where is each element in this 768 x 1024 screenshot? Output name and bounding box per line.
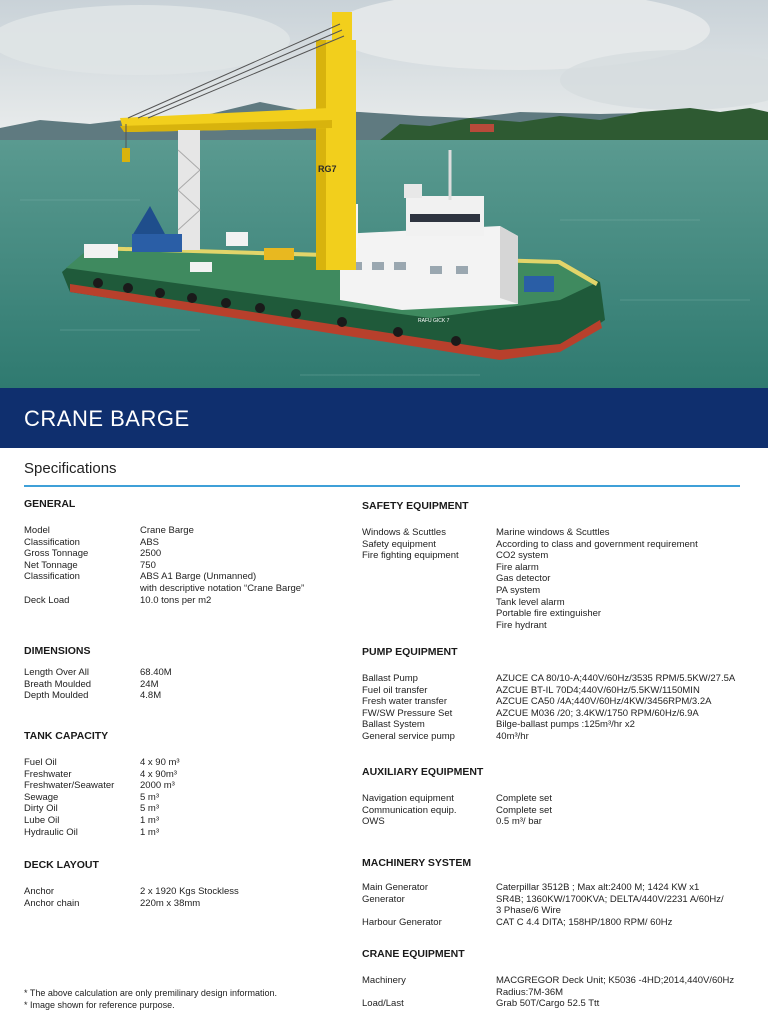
- spec-label: Harbour Generator: [362, 916, 442, 928]
- spec-row: [24, 571, 344, 583]
- footnote: * The above calculation are only premilinary design information.: [24, 988, 277, 998]
- spec-label: [362, 620, 496, 632]
- spec-label: Fuel Oil: [24, 757, 57, 768]
- spec-label: Ballast System: [362, 719, 425, 731]
- spec-label: Fresh water transfer: [362, 696, 447, 708]
- spec-row: [362, 708, 752, 720]
- spec-value: According to class and government requirement: [496, 538, 698, 550]
- spec-row: [362, 527, 752, 539]
- spec-row: [362, 685, 752, 697]
- crane-equipment-heading: CRANE EQUIPMENT: [362, 948, 465, 960]
- spec-label: Generator: [362, 893, 405, 905]
- safety-equipment-list: [362, 527, 752, 631]
- spec-label: [362, 905, 496, 917]
- spec-row: [362, 539, 752, 551]
- spec-label: [362, 597, 496, 609]
- spec-value: 2500: [140, 548, 162, 560]
- spec-row: [362, 987, 752, 999]
- spec-row: [362, 562, 752, 574]
- spec-value: 24M: [140, 678, 159, 690]
- spec-label: [24, 583, 140, 595]
- page-title: CRANE BARGE: [24, 406, 190, 431]
- spec-value: 4.8M: [140, 690, 162, 702]
- spec-row: [362, 573, 752, 585]
- spec-label: OWS: [362, 816, 385, 828]
- spec-value: 2000 m³: [140, 780, 175, 792]
- spec-label: Lube Oil: [24, 814, 60, 826]
- spec-value: Complete set: [496, 804, 552, 816]
- spec-row: [24, 667, 344, 679]
- spec-value: SR4B; 1360KW/1700KVA; DELTA/440V/2231 A/60Hz/: [496, 893, 724, 905]
- spec-value: AZUCE CA 80/10-A;440V/60Hz/3535 RPM/5.5KW/27.5A: [496, 673, 736, 684]
- spec-row: [362, 731, 752, 743]
- spec-row: [24, 827, 344, 839]
- dimensions-list: [24, 667, 344, 702]
- spec-value: AZCUE M036 /20; 3.4KW/1750 RPM/60Hz/6.9A: [496, 707, 699, 719]
- spec-label: General service pump: [362, 730, 455, 742]
- spec-value: AZCUE BT-IL 70D4;440V/60Hz/5.5KW/1150MIN: [496, 684, 700, 696]
- spec-label: Model: [24, 525, 50, 536]
- spec-row: [24, 583, 344, 595]
- spec-row: [362, 816, 752, 828]
- spec-label: Deck Load: [24, 594, 70, 606]
- spec-row: [362, 597, 752, 609]
- spec-value: CO2 system: [496, 550, 549, 562]
- spec-label: Load/Last: [362, 998, 404, 1010]
- spec-row: [362, 894, 752, 906]
- spec-label: Dirty Oil: [24, 803, 58, 815]
- spec-value: 5 m³: [140, 803, 159, 815]
- deck-layout-list: [24, 886, 344, 909]
- spec-label: FW/SW Pressure Set: [362, 707, 453, 719]
- spec-label: Length Over All: [24, 667, 89, 678]
- spec-label: Classification: [24, 536, 80, 548]
- spec-value: 1 m³: [140, 826, 159, 838]
- spec-value: Fire alarm: [496, 561, 539, 573]
- crane-barge-photo: [0, 0, 768, 388]
- machinery-system-heading: MACHINERY SYSTEM: [362, 857, 472, 869]
- spec-value: ABS: [140, 536, 160, 548]
- spec-row: [24, 548, 344, 560]
- spec-label: Fire fighting equipment: [362, 550, 459, 562]
- general-list: [24, 525, 344, 606]
- spec-row: [24, 769, 344, 781]
- auxiliary-equipment-heading: AUXILIARY EQUIPMENT: [362, 766, 484, 778]
- spec-label: [362, 573, 496, 585]
- footnote: * Image shown for reference purpose.: [24, 999, 175, 1010]
- spec-value: ABS A1 Barge (Unmanned): [140, 571, 257, 583]
- auxiliary-equipment-list: [362, 793, 752, 828]
- spec-value: MACGREGOR Deck Unit; K5036 -4HD;2014,440V/60Hz: [496, 975, 735, 986]
- spec-row: [24, 537, 344, 549]
- spec-label: Gross Tonnage: [24, 548, 89, 560]
- spec-value: 40m³/hr: [496, 730, 529, 742]
- spec-row: [362, 905, 752, 917]
- spec-value: AZCUE CA50 /4A;440V/60Hz/4KW/3456RPM/3.2A: [496, 696, 712, 708]
- spec-row: [24, 886, 344, 898]
- spec-label: [362, 608, 496, 620]
- crane-marking: RG7: [318, 164, 337, 174]
- spec-label: Fuel oil transfer: [362, 684, 428, 696]
- crane-equipment-list: [362, 975, 752, 1010]
- spec-label: Hydraulic Oil: [24, 826, 78, 838]
- spec-label: Windows & Scuttles: [362, 527, 446, 538]
- spec-value: 3 Phase/6 Wire: [496, 905, 561, 917]
- title-band: [0, 388, 768, 448]
- spec-label: Breath Moulded: [24, 678, 92, 690]
- spec-value: 220m x 38mm: [140, 897, 201, 909]
- spec-value: Crane Barge: [140, 525, 194, 536]
- spec-row: [24, 898, 344, 910]
- spec-row: [362, 585, 752, 597]
- spec-label: Main Generator: [362, 882, 429, 893]
- pump-equipment-list: [362, 673, 752, 743]
- spec-value: CAT C 4.4 DITA; 158HP/1800 RPM/ 60Hz: [496, 916, 673, 928]
- spec-value: Tank level alarm: [496, 596, 565, 608]
- spec-row: [24, 780, 344, 792]
- spec-value: 2 x 1920 Kgs Stockless: [140, 886, 239, 897]
- tank-capacity-heading: TANK CAPACITY: [24, 730, 109, 742]
- specifications-divider: [24, 485, 740, 487]
- spec-row: [24, 560, 344, 572]
- pump-equipment-heading: PUMP EQUIPMENT: [362, 646, 458, 658]
- spec-row: [362, 696, 752, 708]
- spec-value: Grab 50T/Cargo 52.5 Ttt: [496, 998, 600, 1010]
- spec-row: [362, 998, 752, 1010]
- spec-label: Navigation equipment: [362, 793, 454, 804]
- spec-row: [362, 917, 752, 929]
- spec-label: Sewage: [24, 791, 59, 803]
- spec-row: [362, 719, 752, 731]
- spec-label: Ballast Pump: [362, 673, 418, 684]
- spec-row: [362, 550, 752, 562]
- spec-label: Freshwater/Seawater: [24, 780, 115, 792]
- spec-label: Classification: [24, 571, 80, 583]
- spec-label: Machinery: [362, 975, 406, 986]
- spec-value: Portable fire extinguisher: [496, 608, 602, 620]
- vessel-name-marking: RAFU GICK 7: [418, 318, 450, 324]
- machinery-system-list: [362, 882, 752, 928]
- footnotes: [24, 988, 277, 1011]
- spec-value: 5 m³: [140, 791, 159, 803]
- spec-value: 0.5 m³/ bar: [496, 816, 542, 828]
- spec-label: Anchor: [24, 886, 55, 897]
- spec-label: Communication equip.: [362, 804, 457, 816]
- spec-row: [24, 525, 344, 537]
- spec-label: [362, 562, 496, 574]
- spec-value: Gas detector: [496, 573, 551, 585]
- spec-row: [362, 793, 752, 805]
- spec-label: Depth Moulded: [24, 690, 89, 702]
- spec-value: 4 x 90m³: [140, 768, 177, 780]
- spec-row: [362, 673, 752, 685]
- spec-value: Fire hydrant: [496, 619, 547, 631]
- spec-value: with descriptive notation “Crane Barge”: [140, 582, 305, 594]
- spec-label: Anchor chain: [24, 897, 80, 909]
- spec-row: [24, 757, 344, 769]
- spec-value: Radius:7M-36M: [496, 986, 564, 998]
- spec-row: [24, 679, 344, 691]
- spec-value: Complete set: [496, 793, 552, 804]
- specifications-heading: Specifications: [24, 460, 117, 477]
- spec-row: [24, 803, 344, 815]
- spec-row: [24, 815, 344, 827]
- spec-label: [362, 585, 496, 597]
- spec-row: [362, 620, 752, 632]
- spec-value: PA system: [496, 584, 541, 596]
- spec-row: [362, 975, 752, 987]
- spec-value: 750: [140, 559, 156, 571]
- spec-row: [362, 882, 752, 894]
- spec-row: [24, 595, 344, 607]
- dimensions-heading: DIMENSIONS: [24, 645, 91, 657]
- spec-value: 68.40M: [140, 667, 172, 678]
- spec-row: [24, 792, 344, 804]
- spec-label: Safety equipment: [362, 538, 436, 550]
- spec-label: Net Tonnage: [24, 559, 78, 571]
- spec-value: 1 m³: [140, 814, 159, 826]
- spec-value: Bilge-ballast pumps :125m³/hr x2: [496, 719, 635, 731]
- general-heading: GENERAL: [24, 498, 76, 510]
- spec-row: [362, 608, 752, 620]
- spec-label: [362, 987, 496, 999]
- safety-equipment-heading: SAFETY EQUIPMENT: [362, 500, 469, 512]
- spec-value: 10.0 tons per m2: [140, 594, 212, 606]
- spec-value: Caterpillar 3512B ; Max alt:2400 M; 1424 KW x1: [496, 882, 700, 893]
- spec-value: 4 x 90 m³: [140, 757, 180, 768]
- deck-layout-heading: DECK LAYOUT: [24, 859, 99, 871]
- spec-label: Freshwater: [24, 768, 72, 780]
- spec-row: [24, 690, 344, 702]
- spec-value: Marine windows & Scuttles: [496, 527, 610, 538]
- spec-row: [362, 805, 752, 817]
- tank-capacity-list: [24, 757, 344, 838]
